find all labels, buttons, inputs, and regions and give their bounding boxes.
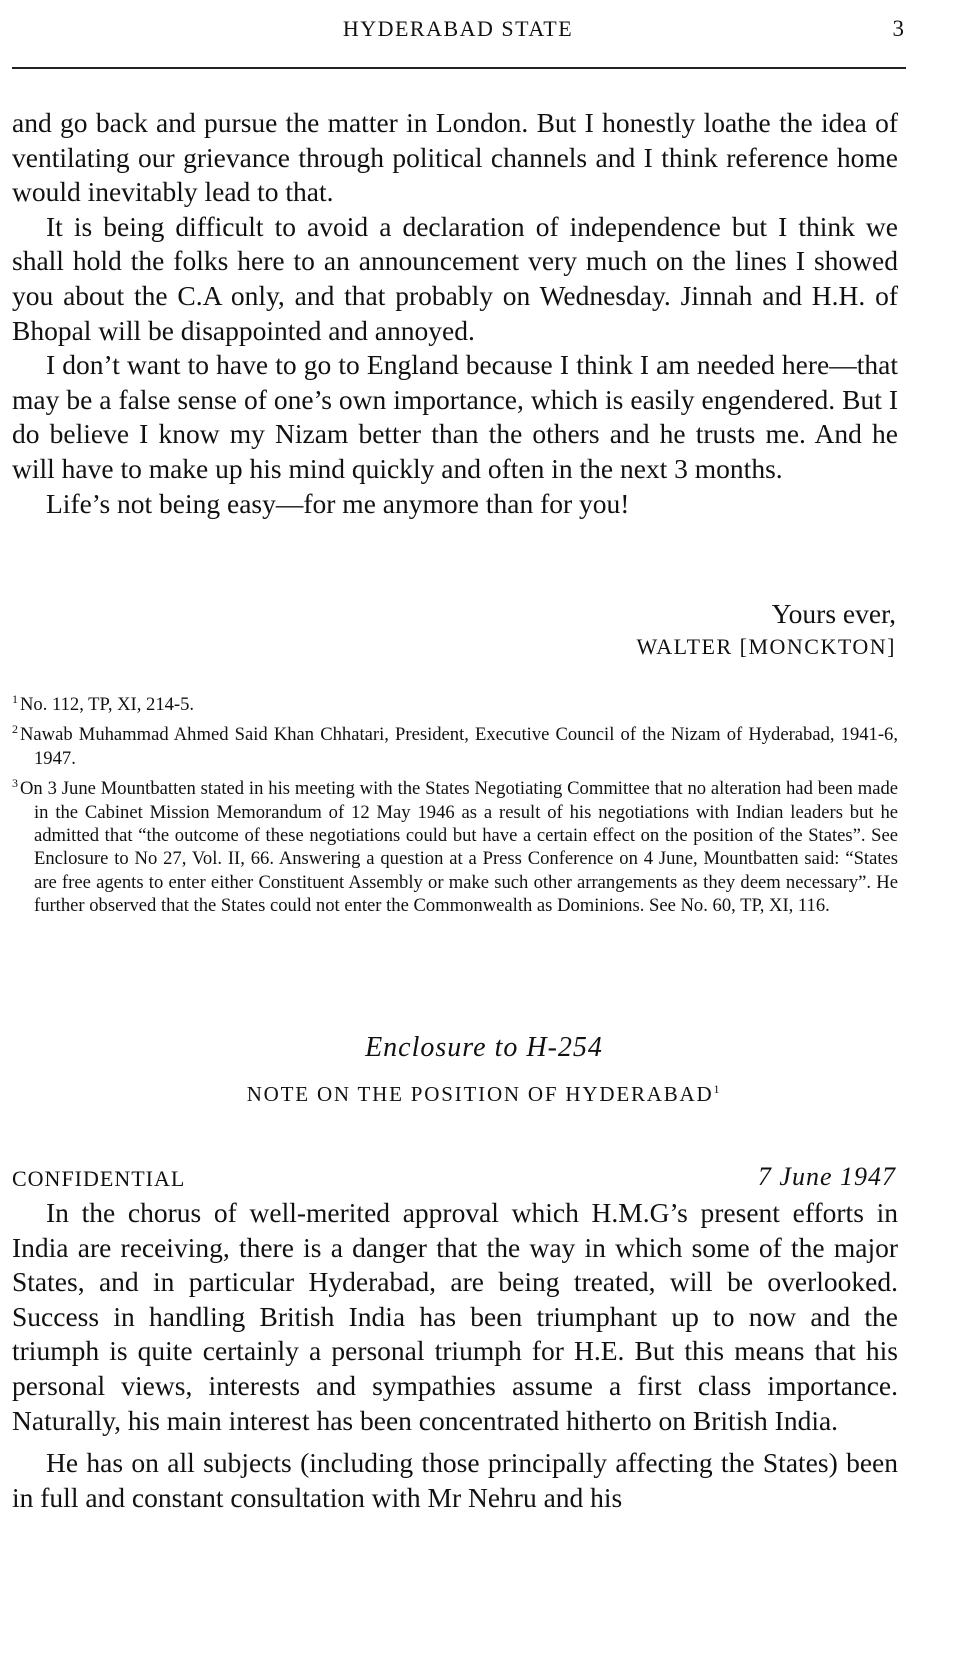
- page-header: [12, 16, 904, 48]
- footnote-mark: 3: [12, 776, 18, 791]
- letter-closing: Yours ever,: [771, 598, 896, 629]
- footnote-mark: 2: [12, 722, 18, 737]
- letter-paragraph: Life’s not being easy—for me anymore than for you!: [46, 487, 630, 519]
- letter-paragraph: and go back and pursue the matter in London. But I honestly loathe the idea of ventilating our grievance through political channels and I think reference home would inevitably lead to that.: [12, 107, 898, 208]
- footnote-mark: 1: [12, 692, 18, 706]
- note-paragraph: In the chorus of well-merited approval which H.M.G’s present efforts in India are receiving, there is a danger that the way in which some of the major States, and in particular Hyderabad, are being treated, will be overlooked. Success in handling British India has been triumphant up to now and the triumph is quite certainly a personal triumph for H.E. But this means that his personal views, interests and sympathies assume a first class importance. Naturally, his main interest has been concentrated hitherto on British India.: [12, 1197, 898, 1436]
- note-body: [12, 1196, 898, 1515]
- note-title-text: NOTE ON THE POSITION OF HYDERABAD: [246, 1082, 714, 1106]
- footnote: [12, 688, 898, 716]
- note-title: [0, 1082, 968, 1107]
- running-head: HYDERABAD STATE: [342, 16, 574, 41]
- note-paragraph: He has on all subjects (including those principally affecting the States) been in full and constant consultation with Mr Nehru and his: [12, 1447, 898, 1513]
- footnote: [12, 772, 898, 917]
- letter-signature: WALTER [MONCKTON]: [636, 634, 896, 659]
- letter-paragraph: I don’t want to have to go to England because I think I am needed here—that may be a false sense of one’s own importance, which is easily engendered. But I do believe I know my Nizam better than the others and he trusts me. And he will have to make up his mind quickly and often in the next 3 months.: [12, 349, 898, 484]
- letter-body: [12, 106, 898, 521]
- page-number: 3: [892, 16, 904, 41]
- letter-paragraph: It is being difficult to avoid a declaration of independence but I think we shall hold the folks here to an announcement very much on the lines I showed you about the C.A only, and that probably on Wednesday. Jinnah and H.H. of Bhopal will be disappointed and annoyed.: [12, 210, 898, 346]
- footnotes: [12, 688, 898, 920]
- footnote-text: On 3 June Mountbatten stated in his meeting with the States Negotiating Committee that no alteration had been made in the Cabinet Mission Memorandum of 12 May 1946 as a result of his negotiations with Indian leaders but he admitted that “the outcome of these negotiations could but have a certain effect on the position of the States”. See Enclosure to No 27, Vol. II, 66. Answering a question at a Press Conference on 4 June, Mountbatten said: “States are free agents to enter either Constituent Assembly or make such other arrangements as they deem necessary”. He further observed that the States could not enter the Commonwealth as Dominions. See No. 60, TP, XI, 116.: [20, 778, 898, 917]
- note-title-footnote-mark: 1: [713, 1082, 722, 1096]
- note-date: 7 June 1947: [757, 1162, 896, 1191]
- classification-label: CONFIDENTIAL: [12, 1166, 186, 1191]
- enclosure-title: Enclosure to H-254: [365, 1032, 603, 1063]
- footnote: [12, 718, 898, 770]
- footnote-text: No. 112, TP, XI, 214-5.: [20, 694, 195, 715]
- header-rule: [12, 67, 906, 69]
- footnote-text: Nawab Muhammad Ahmed Said Khan Chhatari, President, Executive Council of the Nizam of Hyderabad, 1941-6, 1947.: [20, 724, 898, 769]
